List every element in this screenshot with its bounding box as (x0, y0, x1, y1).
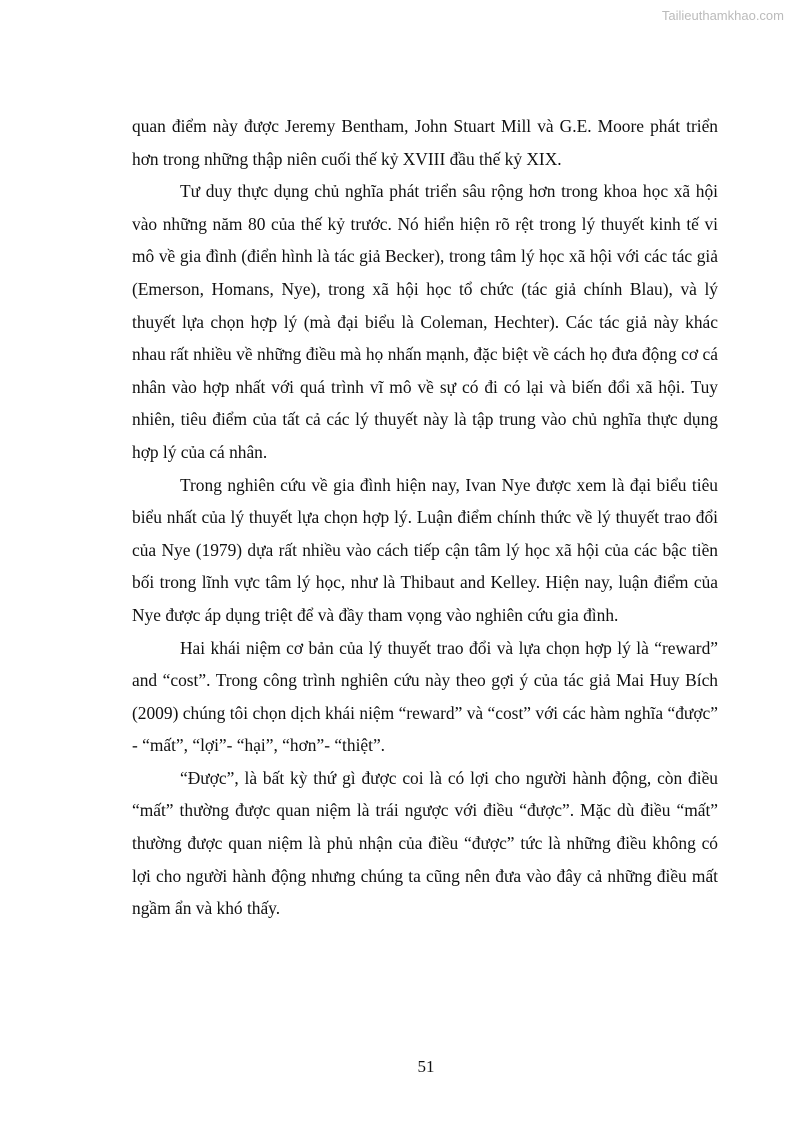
paragraph-continuation: quan điểm này được Jeremy Bentham, John Stuart Mill và G.E. Moore phát triển hơn trong những thập niên cuối thế kỷ XVIII đầu thế kỷ XIX. (132, 116, 718, 169)
paragraph-duoc-mat: “Được”, là bất kỳ thứ gì được coi là có lợi cho người hành động, còn điều “mất” thường được quan niệm là trái ngược với điều “được”. Mặc dù điều “mất” thường được quan niệm là phủ nhận của điều “được” tức là những điều không có lợi cho người hành động nhưng chúng ta cũng nên đưa vào đây cả những điều mất ngầm ẩn và khó thấy. (132, 767, 718, 919)
paragraph-pragmatism: Tư duy thực dụng chủ nghĩa phát triển sâu rộng hơn trong khoa học xã hội vào những năm 80 của thế kỷ trước. Nó hiển hiện rõ rệt trong lý thuyết kinh tế vi mô về gia đình (điển hình là tác giả Becker), trong tâm lý học xã hội với các tác giả (Emerson, Homans, Nye), trong xã hội học tổ chức (tác giả chính Blau), và lý thuyết lựa chọn hợp lý (mà đại biểu là Coleman, Hechter). Các tác giả này khác nhau rất nhiều về những điều mà họ nhấn mạnh, đặc biệt về cách họ đưa động cơ cá nhân vào hợp nhất với quá trình vĩ mô về sự có đi có lại và biến đổi xã hội. Tuy nhiên, tiêu điểm của tất cả các lý thuyết này là tập trung vào chủ nghĩa thực dụng hợp lý của cá nhân. (132, 181, 718, 462)
watermark: Tailieuthamkhao.com (661, 8, 784, 23)
paragraph-ivan-nye: Trong nghiên cứu về gia đình hiện nay, Ivan Nye được xem là đại biểu tiêu biểu nhất của lý thuyết lựa chọn hợp lý. Luận điểm chính thức về lý thuyết trao đổi của Nye (1979) dựa rất nhiều vào cách tiếp cận tâm lý học xã hội của các bậc tiền bối trong lĩnh vực tâm lý học, như là Thibaut and Kelley. Hiện nay, luận điểm của Nye được áp dụng triệt để và đầy tham vọng vào nghiên cứu gia đình. (132, 474, 718, 625)
document-body (132, 110, 718, 925)
page-number: 51 (417, 1057, 435, 1076)
paragraph-reward-cost: Hai khái niệm cơ bản của lý thuyết trao đổi và lựa chọn hợp lý là “reward” and “cost”. Trong công trình nghiên cứu này theo gợi ý của tác giả Mai Huy Bích (2009) chúng tôi chọn dịch khái niệm “reward” và “cost” với các hàm nghĩa “được” - “mất”, “lợi”- “hại”, “hơn”- “thiệt”. (132, 637, 718, 756)
